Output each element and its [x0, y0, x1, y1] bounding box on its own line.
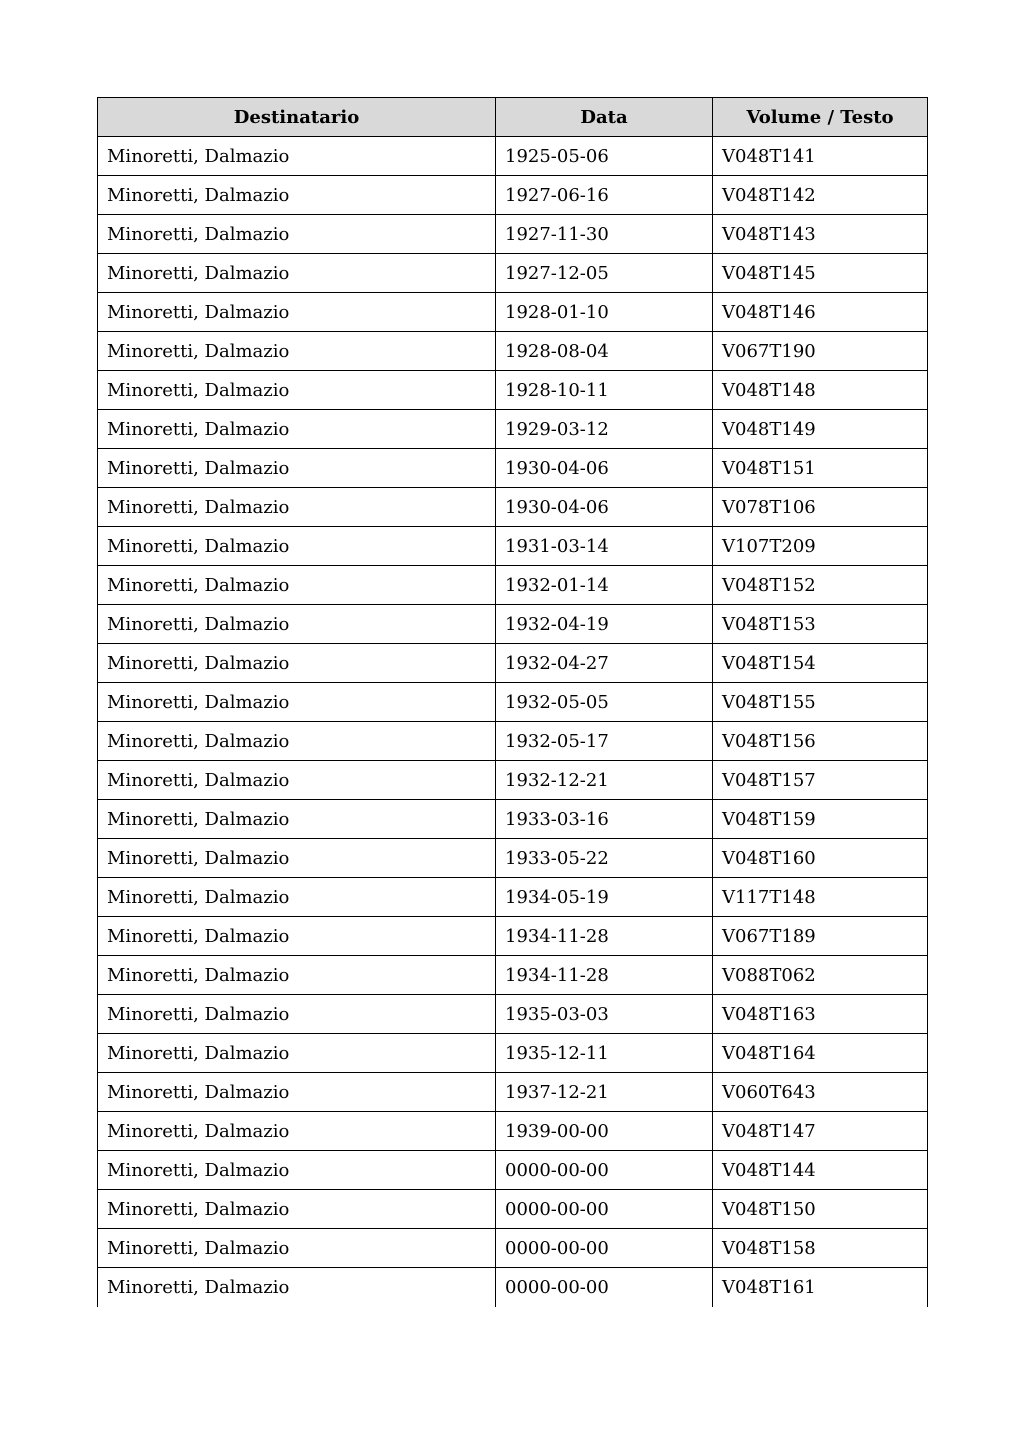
cell-data: 1932-05-05	[496, 683, 713, 722]
table-row	[98, 410, 928, 449]
cell-data: 1932-04-27	[496, 644, 713, 683]
table-row	[98, 683, 928, 722]
cell-destinatario: Minoretti, Dalmazio	[98, 1112, 496, 1151]
header-data: Data	[496, 98, 713, 137]
cell-destinatario: Minoretti, Dalmazio	[98, 644, 496, 683]
cell-data: 1928-10-11	[496, 371, 713, 410]
cell-destinatario: Minoretti, Dalmazio	[98, 1073, 496, 1112]
cell-volume-testo: V048T148	[713, 371, 928, 410]
cell-volume-testo: V048T156	[713, 722, 928, 761]
cell-volume-testo: V048T144	[713, 1151, 928, 1190]
cell-volume-testo: V048T160	[713, 839, 928, 878]
header-row	[98, 98, 928, 137]
cell-data: 1934-11-28	[496, 956, 713, 995]
table-row	[98, 917, 928, 956]
table-row	[98, 1190, 928, 1229]
table-row	[98, 215, 928, 254]
cell-destinatario: Minoretti, Dalmazio	[98, 488, 496, 527]
table-row	[98, 371, 928, 410]
cell-volume-testo: V048T154	[713, 644, 928, 683]
table-row	[98, 137, 928, 176]
cell-destinatario: Minoretti, Dalmazio	[98, 800, 496, 839]
table-row	[98, 1073, 928, 1112]
cell-volume-testo: V048T157	[713, 761, 928, 800]
table-row	[98, 1229, 928, 1268]
cell-destinatario: Minoretti, Dalmazio	[98, 605, 496, 644]
cell-volume-testo: V048T145	[713, 254, 928, 293]
cell-volume-testo: V067T190	[713, 332, 928, 371]
table-row	[98, 449, 928, 488]
cell-volume-testo: V048T141	[713, 137, 928, 176]
cell-data: 1928-01-10	[496, 293, 713, 332]
cell-destinatario: Minoretti, Dalmazio	[98, 683, 496, 722]
cell-data: 1932-12-21	[496, 761, 713, 800]
cell-destinatario: Minoretti, Dalmazio	[98, 1151, 496, 1190]
cell-destinatario: Minoretti, Dalmazio	[98, 410, 496, 449]
cell-data: 1929-03-12	[496, 410, 713, 449]
cell-volume-testo: V048T146	[713, 293, 928, 332]
table-row	[98, 1268, 928, 1307]
cell-destinatario: Minoretti, Dalmazio	[98, 215, 496, 254]
cell-data: 1927-06-16	[496, 176, 713, 215]
cell-volume-testo: V048T151	[713, 449, 928, 488]
cell-destinatario: Minoretti, Dalmazio	[98, 371, 496, 410]
cell-data: 1931-03-14	[496, 527, 713, 566]
cell-volume-testo: V048T143	[713, 215, 928, 254]
table-row	[98, 995, 928, 1034]
cell-data: 1935-12-11	[496, 1034, 713, 1073]
cell-volume-testo: V117T148	[713, 878, 928, 917]
cell-destinatario: Minoretti, Dalmazio	[98, 995, 496, 1034]
cell-destinatario: Minoretti, Dalmazio	[98, 137, 496, 176]
table-row	[98, 1112, 928, 1151]
cell-destinatario: Minoretti, Dalmazio	[98, 1190, 496, 1229]
cell-volume-testo: V107T209	[713, 527, 928, 566]
cell-destinatario: Minoretti, Dalmazio	[98, 761, 496, 800]
cell-volume-testo: V088T062	[713, 956, 928, 995]
letters-table	[97, 97, 928, 1307]
cell-destinatario: Minoretti, Dalmazio	[98, 1034, 496, 1073]
cell-data: 1932-05-17	[496, 722, 713, 761]
cell-volume-testo: V048T152	[713, 566, 928, 605]
cell-volume-testo: V048T161	[713, 1268, 928, 1307]
table-row	[98, 176, 928, 215]
table-row	[98, 878, 928, 917]
table-row	[98, 722, 928, 761]
table-row	[98, 332, 928, 371]
cell-data: 1934-05-19	[496, 878, 713, 917]
cell-volume-testo: V048T150	[713, 1190, 928, 1229]
cell-destinatario: Minoretti, Dalmazio	[98, 176, 496, 215]
cell-volume-testo: V048T159	[713, 800, 928, 839]
cell-destinatario: Minoretti, Dalmazio	[98, 254, 496, 293]
cell-volume-testo: V048T158	[713, 1229, 928, 1268]
cell-data: 1925-05-06	[496, 137, 713, 176]
cell-data: 1937-12-21	[496, 1073, 713, 1112]
cell-destinatario: Minoretti, Dalmazio	[98, 449, 496, 488]
cell-destinatario: Minoretti, Dalmazio	[98, 293, 496, 332]
cell-volume-testo: V048T153	[713, 605, 928, 644]
header-destinatario: Destinatario	[98, 98, 496, 137]
cell-destinatario: Minoretti, Dalmazio	[98, 1268, 496, 1307]
cell-data: 1932-01-14	[496, 566, 713, 605]
cell-destinatario: Minoretti, Dalmazio	[98, 839, 496, 878]
cell-volume-testo: V048T147	[713, 1112, 928, 1151]
table-row	[98, 839, 928, 878]
cell-data: 1932-04-19	[496, 605, 713, 644]
cell-data: 1935-03-03	[496, 995, 713, 1034]
cell-data: 1927-12-05	[496, 254, 713, 293]
cell-volume-testo: V060T643	[713, 1073, 928, 1112]
table-row	[98, 644, 928, 683]
cell-data: 0000-00-00	[496, 1268, 713, 1307]
cell-data: 0000-00-00	[496, 1190, 713, 1229]
cell-data: 1927-11-30	[496, 215, 713, 254]
cell-destinatario: Minoretti, Dalmazio	[98, 332, 496, 371]
cell-destinatario: Minoretti, Dalmazio	[98, 566, 496, 605]
table-row	[98, 605, 928, 644]
cell-data: 1934-11-28	[496, 917, 713, 956]
cell-data: 1930-04-06	[496, 449, 713, 488]
cell-volume-testo: V067T189	[713, 917, 928, 956]
cell-data: 1933-03-16	[496, 800, 713, 839]
table-row	[98, 566, 928, 605]
cell-data: 1928-08-04	[496, 332, 713, 371]
cell-data: 1933-05-22	[496, 839, 713, 878]
cell-destinatario: Minoretti, Dalmazio	[98, 878, 496, 917]
table-row	[98, 761, 928, 800]
cell-destinatario: Minoretti, Dalmazio	[98, 527, 496, 566]
table-row	[98, 488, 928, 527]
cell-data: 0000-00-00	[496, 1229, 713, 1268]
cell-volume-testo: V048T155	[713, 683, 928, 722]
table-row	[98, 527, 928, 566]
cell-destinatario: Minoretti, Dalmazio	[98, 956, 496, 995]
table-row	[98, 800, 928, 839]
cell-volume-testo: V048T164	[713, 1034, 928, 1073]
cell-volume-testo: V048T142	[713, 176, 928, 215]
cell-data: 0000-00-00	[496, 1151, 713, 1190]
cell-destinatario: Minoretti, Dalmazio	[98, 1229, 496, 1268]
cell-volume-testo: V048T163	[713, 995, 928, 1034]
table-row	[98, 956, 928, 995]
table-row	[98, 1151, 928, 1190]
table-row	[98, 254, 928, 293]
cell-destinatario: Minoretti, Dalmazio	[98, 917, 496, 956]
cell-destinatario: Minoretti, Dalmazio	[98, 722, 496, 761]
cell-volume-testo: V078T106	[713, 488, 928, 527]
table-row	[98, 1034, 928, 1073]
cell-data: 1939-00-00	[496, 1112, 713, 1151]
header-volume-testo: Volume / Testo	[713, 98, 928, 137]
cell-data: 1930-04-06	[496, 488, 713, 527]
table-row	[98, 293, 928, 332]
cell-volume-testo: V048T149	[713, 410, 928, 449]
